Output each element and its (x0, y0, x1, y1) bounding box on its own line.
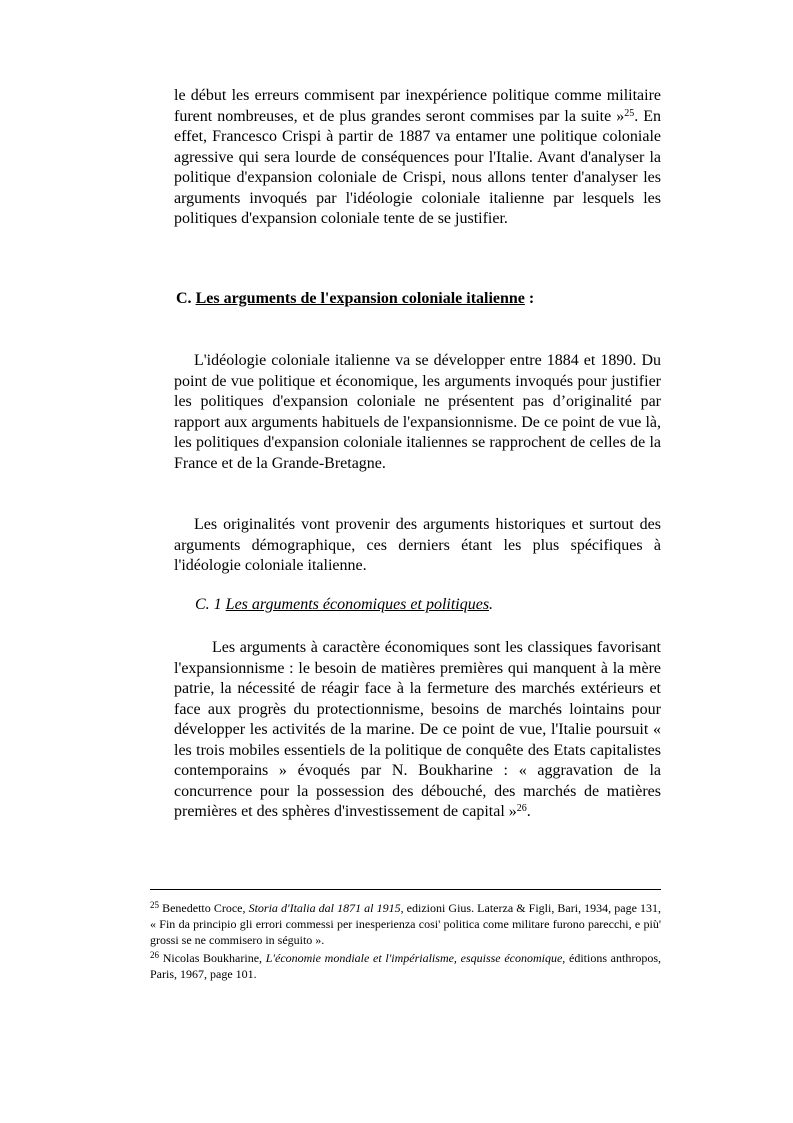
section-heading-c-prefix: C. (176, 290, 192, 307)
paragraph-originalites-text: Les originalités vont provenir des arguments historiques et surtout des arguments démographique, ces derniers étant les plus spécifiques à l'idéologie coloniale italienne. (174, 516, 661, 574)
footnote-26-author: Nicolas Boukharine, (162, 951, 263, 965)
footnotes (150, 900, 661, 982)
paragraph-intro-start: le début les erreurs commisent par inexpérience politique comme militaire furent nombreuses, et de plus grandes seront commises par la suite » (174, 87, 661, 125)
section-heading-c (176, 290, 534, 308)
section-heading-c-suffix: : (528, 290, 535, 307)
footnote-ref-25[interactable]: 25 (624, 107, 635, 119)
footnote-26-number: 26 (150, 950, 159, 960)
subsection-heading-c1-title: Les arguments économiques et politiques (225, 596, 490, 613)
subsection-heading-c1-prefix: C. 1 (195, 596, 222, 613)
footnote-divider (150, 889, 661, 890)
paragraph-economiques (174, 638, 661, 823)
footnote-25-rest: , edizioni Gius. Laterza & Figli, Bari, 1934, page 131, « Fin da principio gli errori commessi per inesperienza cosi' politica come militare furono parecchi, e più' grossi se ne commisero in séguito ». (150, 901, 661, 947)
footnote-ref-26[interactable]: 26 (516, 803, 527, 814)
paragraph-intro-text (174, 86, 661, 230)
paragraph-ideologie (174, 351, 661, 474)
footnote-26 (150, 950, 661, 982)
footnote-26-rest: , éditions anthropos, Paris, 1967, page 101. (150, 951, 662, 981)
subsection-heading-c1 (195, 596, 493, 614)
paragraph-ideologie-text: L'idéologie coloniale italienne va se développer entre 1884 et 1890. Du point de vue politique et économique, les arguments invoqués pour justifier les politiques d'expansion coloniale ne présentent pas d’originalité par rapport aux arguments habituels de l'expansionnisme. De ce point de vue là, les politiques d'expansion coloniale italiennes se rapprochent de celles de la France et de la Grande-Bretagne. (174, 352, 661, 472)
paragraph-intro-rest: . En effet, Francesco Crispi à partir de 1887 va entamer une politique coloniale agressive qui sera lourde de conséquences pour l'Italie. Avant d'analyser la politique d'expansion coloniale de Crispi, nous allons tenter d'analyser les arguments invoqués par l'idéologie coloniale italienne par lesquels les politiques d'expansion coloniale tente de se justifier. (174, 107, 661, 227)
paragraph-economiques-body: Les arguments à caractère économiques sont les classiques favorisant l'expansionnisme : le besoin de matières premières qui manquent à la mère patrie, la nécessité de réagir face à la fermeture des marchés extérieurs et face aux progrès du protectionnisme, besoins de marchés lointains pour développer les activités de la marine. De ce point de vue, l'Italie poursuit « les trois mobiles essentiels de la politique de conquête des Etats capitalistes contemporains » évoqués par N. Boukharine : « aggravation de la concurrence pour la possession des débouché, des marchés de matières premières et des sphères d'investissement de capital » (174, 639, 661, 820)
paragraph-economiques-end: . (526, 803, 531, 820)
subsection-heading-c1-suffix: . (489, 596, 494, 613)
section-heading-c-title: Les arguments de l'expansion coloniale italienne (195, 290, 525, 307)
paragraph-intro (174, 86, 661, 230)
footnote-25-title: Storia d'Italia dal 1871 al 1915 (248, 901, 401, 915)
paragraph-economiques-text (174, 638, 661, 823)
footnote-25 (150, 900, 661, 948)
footnote-26-title: L'économie mondiale et l'impérialisme, esquisse économique (265, 951, 563, 965)
footnote-25-number: 25 (150, 900, 159, 910)
footnote-25-author: Benedetto Croce, (162, 901, 246, 915)
paragraph-originalites (174, 515, 661, 577)
